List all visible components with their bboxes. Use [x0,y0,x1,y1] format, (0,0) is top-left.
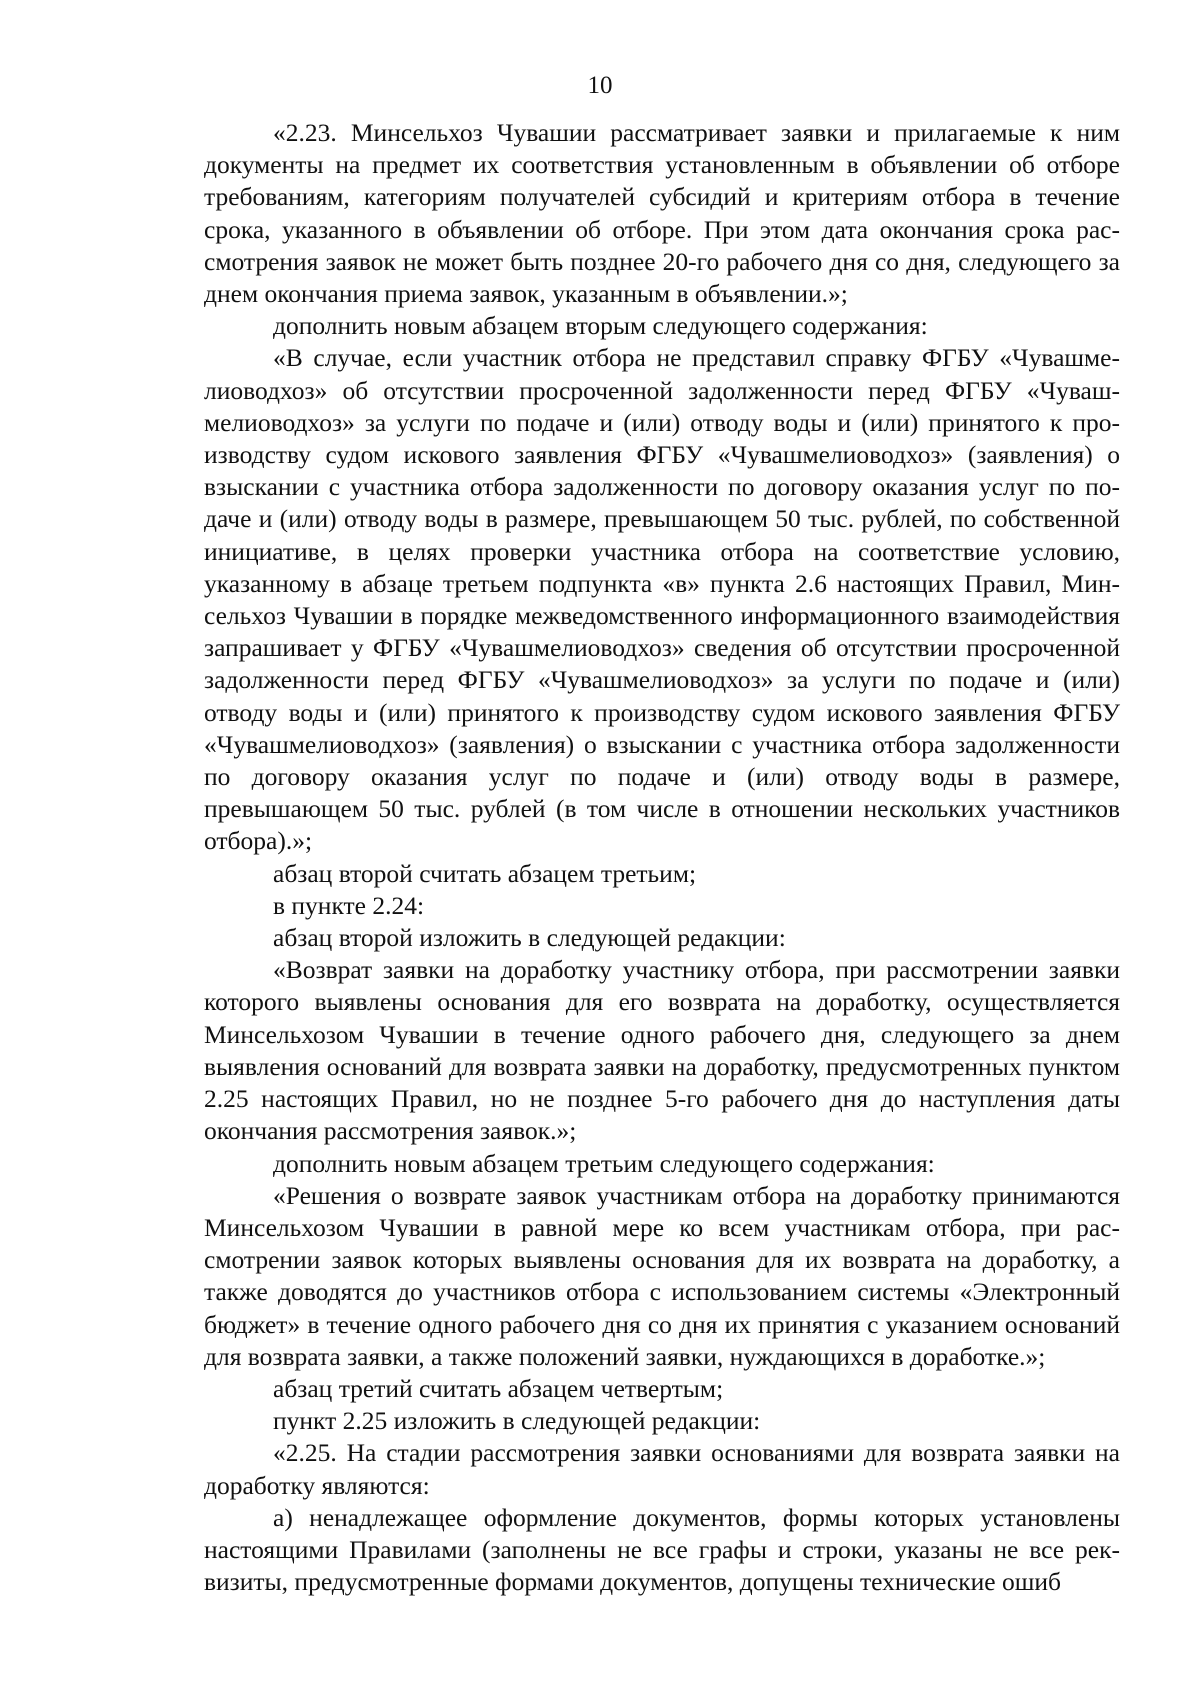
paragraph-third-to-fourth: абзац третий считать абзацем четвертым; [273,1373,724,1403]
paragraph-return-decisions: «Решения о возврате заявок участникам отбора на доработку принимаются Минсельхозом Чувашии в равной мере ко всем участникам отбора, при рассмотрении заявок которых выявлены основания для их возврата на доработку, а также доводятся до участников отбора с использованием системы «Электронный бюджет» в течение одного рабочего дня со дня их принятия с указанием оснований для возврата заявки, а также положений заявки, нуждающихся в доработке.»; [204,1180,1120,1371]
paragraph-amend-add-third: дополнить новым абзацем третьим следующего содержания: [273,1148,935,1178]
page-number: 10 [587,72,613,99]
paragraph-in-2-24: в пункте 2.24: [273,890,425,920]
paragraph-2-23: «2.23. Минсельхоз Чувашии рассматривает заявки и прилагаемые к ним документы на предмет их соответствия установленным в объявлении об отборе требованиям, категориям получателей субсидий и критериям отбора в течение срока, указанного в объявлении об отборе. При этом дата окончания срока рассмотрения заявок не может быть позднее 20-го рабочего дня со дня, следующего за днем окончания приема заявок, указанным в объявлении.»; [204,118,1120,309]
paragraph-amend-add-second: дополнить новым абзацем вторым следующего содержания: [273,311,928,341]
paragraph-second-to-third: абзац второй считать абзацем третьим; [273,858,697,888]
paragraph-2-25-new-edition: пункт 2.25 изложить в следующей редакции: [273,1406,761,1436]
paragraph-new-second-text: «В случае, если участник отбора не представил справку ФГБУ «Чувашмелиоводхоз» об отсутствии просроченной задолженности перед ФГБУ «Чувашмелиоводхоз» за услуги по подаче и (или) отводу воды и (или) принятого к производству судом искового заявления ФГБУ «Чувашмелиоводхоз» (заявления) о взыскании с участника отбора задолженности по договору оказания услуг по подаче и (или) отводу воды в размере, превышающем 50 тыс. рублей, по собственной инициативе, в целях проверки участника отбора на соответствие условию, указанному в абзаце третьем подпункта «в» пункта 2.6 настоящих Правил, Минсельхоз Чувашии в порядке межведомственного информационного взаимодействия запрашивает у ФГБУ «Чувашмелиоводхоз» сведения об отсутствии просроченной задолженности перед ФГБУ «Чувашмелиоводхоз» за услуги по подаче и (или) отводу воды и (или) принятого к производству судом искового заявления ФГБУ «Чувашмелиоводхоз» (заявления) о взыскании с участника отбора задолженности по договору оказания услуг по подаче и (или) отводу воды в размере, превышающем 50 тыс. рублей (в том числе в отношении нескольких участников отбора).»; [204,343,1120,856]
paragraph-return-application: «Возврат заявки на доработку участнику отбора, при рассмотрении заявки которого выявлены основания для его возврата на доработку, осуществляется Минсельхозом Чувашии в течение одного рабочего дня, следующего за днем выявления оснований для возврата заявки на доработку, предусмотренных пунктом 2.25 настоящих Правил, но не позднее 5-го рабочего дня до наступления даты окончания рассмотрения заявок.»; [204,955,1120,1146]
paragraph-item-a: а) ненадлежащее оформление документов, формы которых установлены настоящими Правилами (заполнены не все графы и строки, указаны не все реквизиты, предусмотренные формами документов, допущены технические ошиб [204,1502,1120,1597]
document-body [204,117,1120,1598]
paragraph-2-25: «2.25. На стадии рассмотрения заявки основаниями для возврата заявки на доработку являются: [204,1438,1120,1500]
paragraph-second-new-edition: абзац второй изложить в следующей редакции: [273,923,786,953]
